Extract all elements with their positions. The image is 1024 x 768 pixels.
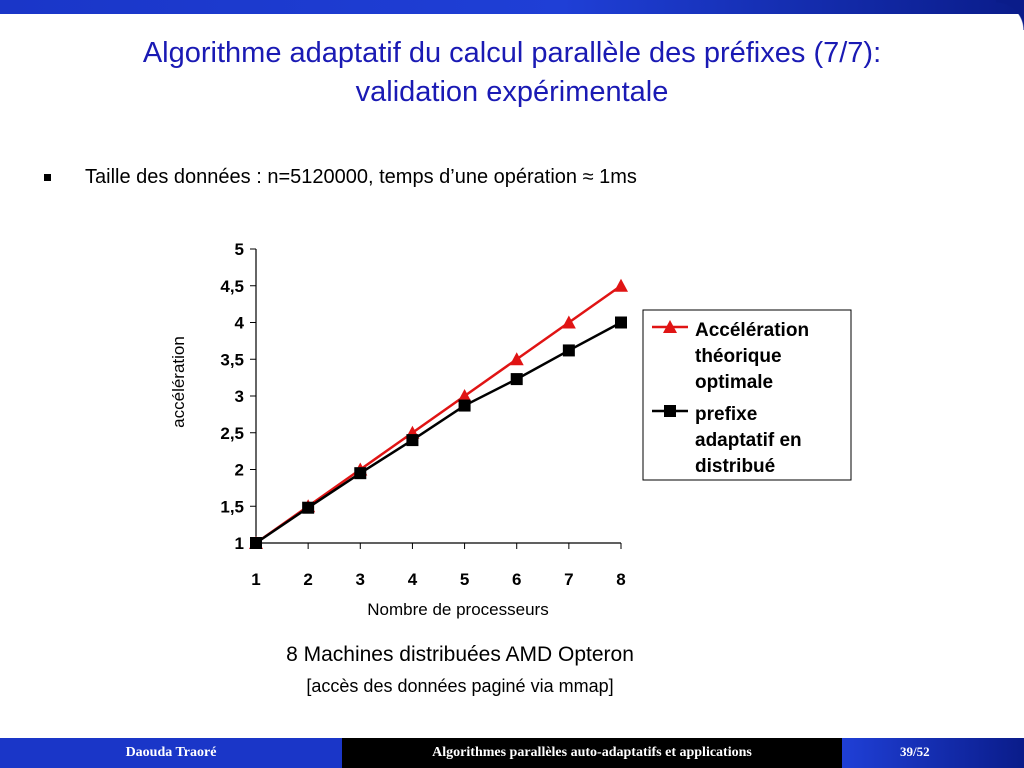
slide-title-line2: validation expérimentale xyxy=(355,76,669,108)
caption-memory-access: [accès des données paginé via mmap] xyxy=(306,676,614,696)
y-tick-label: 4 xyxy=(234,313,244,333)
data-point xyxy=(615,317,627,329)
legend-label: théorique xyxy=(695,346,782,367)
y-tick-label: 3,5 xyxy=(220,350,244,370)
series-2 xyxy=(250,317,627,550)
data-point xyxy=(562,316,576,329)
footer-page-number: 39/52 xyxy=(900,744,930,759)
y-tick-label: 1,5 xyxy=(220,497,244,517)
y-tick-label: 2 xyxy=(234,460,244,480)
x-tick-label: 4 xyxy=(407,570,418,589)
bullet-text: Taille des données : n=5120000, temps d’une opération ≈ 1ms xyxy=(85,166,637,188)
x-tick-label: 3 xyxy=(355,570,366,589)
data-point xyxy=(354,467,366,479)
legend-label: optimale xyxy=(695,372,774,393)
data-point xyxy=(459,400,471,412)
footer-subject: Algorithmes parallèles auto-adaptatifs et applications xyxy=(432,745,752,760)
legend-label: prefixe xyxy=(695,404,758,425)
x-tick-label: 6 xyxy=(511,570,522,589)
y-tick-label: 1 xyxy=(234,534,244,553)
x-tick-label: 2 xyxy=(303,570,313,589)
y-tick-label: 4,5 xyxy=(220,276,244,296)
y-tick-label: 2,5 xyxy=(220,423,244,443)
legend-label: adaptatif en xyxy=(695,430,802,451)
x-tick-label: 5 xyxy=(459,570,470,589)
legend-label: Accélération xyxy=(695,320,810,341)
data-point xyxy=(511,373,523,385)
x-axis-label: Nombre de processeurs xyxy=(367,600,549,619)
x-tick-label: 1 xyxy=(251,570,261,589)
y-tick-label: 3 xyxy=(234,387,244,406)
x-tick-label: 7 xyxy=(564,570,574,589)
legend xyxy=(643,310,851,480)
data-point xyxy=(510,352,524,365)
footer-bar xyxy=(0,738,1024,768)
data-point xyxy=(614,279,628,292)
footer-right-panel xyxy=(842,738,1024,768)
y-axis-label: accélération xyxy=(169,336,188,428)
footer-author: Daouda Traoré xyxy=(125,745,217,760)
legend-swatch-marker xyxy=(664,405,676,417)
data-point xyxy=(250,537,262,549)
data-point xyxy=(302,502,314,514)
x-tick-label: 8 xyxy=(616,570,626,589)
legend-label: distribué xyxy=(695,456,776,477)
slide-title-line1: Algorithme adaptatif du calcul parallèle des préfixes (7/7): xyxy=(142,37,882,69)
y-tick-label: 5 xyxy=(234,240,244,259)
data-point xyxy=(563,344,575,356)
caption-machines: 8 Machines distribuées AMD Opteron xyxy=(286,643,634,666)
data-point xyxy=(406,434,418,446)
